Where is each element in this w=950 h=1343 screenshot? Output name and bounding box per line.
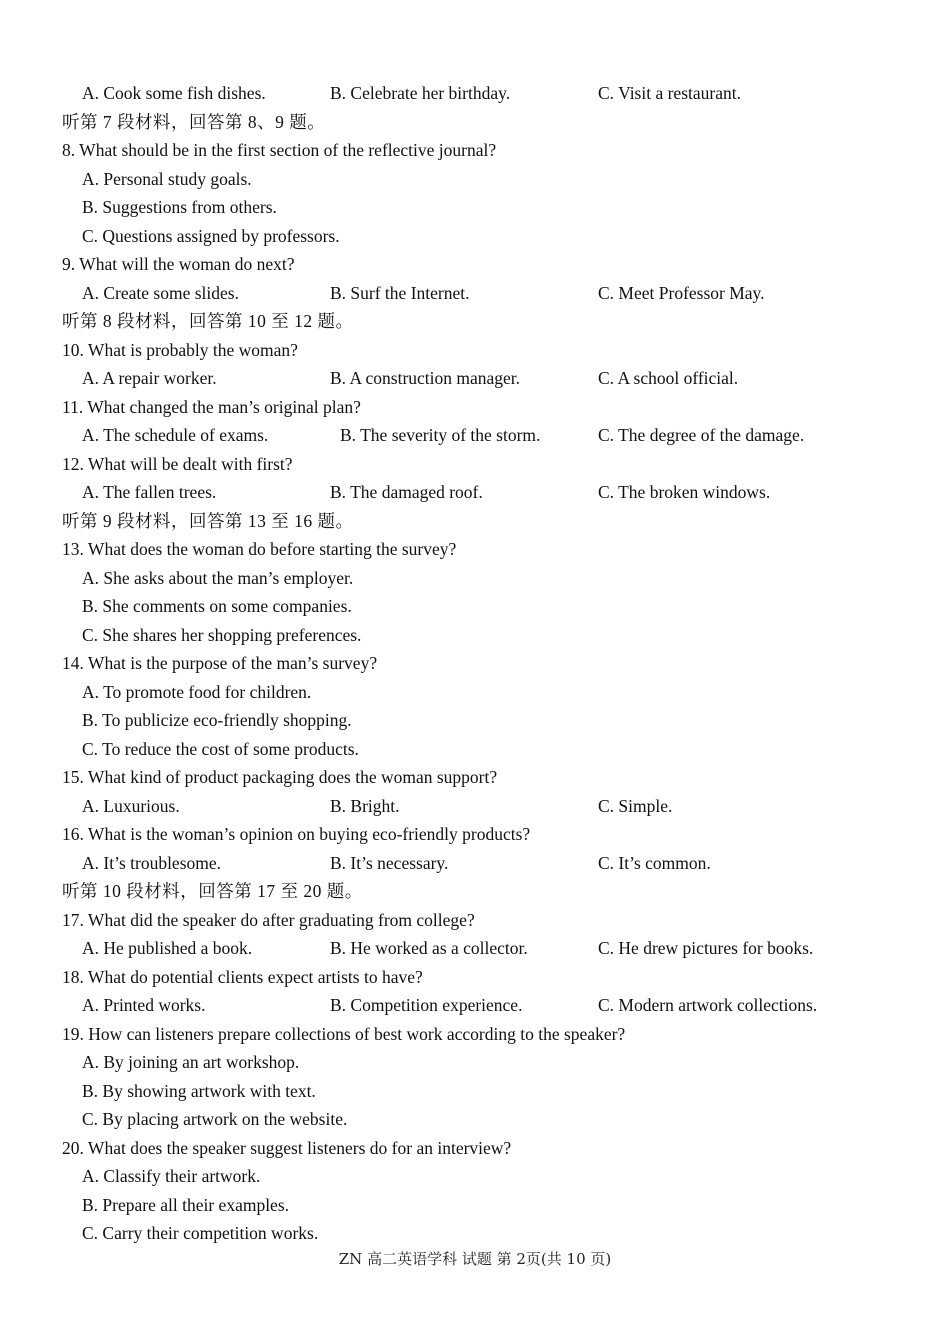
answer-option-b: B. It’s necessary. bbox=[330, 852, 449, 873]
answer-option-a: A. The schedule of exams. bbox=[82, 425, 269, 445]
section-instruction: 听第 9 段材料，回答第 13 至 16 题。 bbox=[62, 510, 354, 531]
answer-option: A. Personal study goals. bbox=[82, 168, 252, 189]
answer-option-c: C. Modern artwork collections. bbox=[598, 995, 818, 1015]
question-stem: 17. What did the speaker do after graduating from college? bbox=[62, 909, 475, 930]
question-stem: 12. What will be dealt with first? bbox=[62, 453, 293, 474]
answer-options-row bbox=[62, 79, 902, 108]
answer-option: A. Classify their artwork. bbox=[82, 1166, 261, 1186]
answer-option-c: C. It’s common. bbox=[598, 852, 711, 873]
answer-option-c: C. Simple. bbox=[598, 795, 673, 816]
question-stem: 18. What do potential clients expect artists to have? bbox=[62, 966, 423, 987]
answer-option-b: B. A construction manager. bbox=[330, 368, 521, 388]
answer-option-c: C. He drew pictures for books. bbox=[598, 938, 814, 958]
question-stem: 13. What does the woman do before starting the survey? bbox=[62, 539, 457, 559]
question-stem: 16. What is the woman’s opinion on buying eco-friendly products? bbox=[62, 824, 531, 844]
answer-option-b: B. Celebrate her birthday. bbox=[330, 83, 511, 103]
answer-option-a: A. Luxurious. bbox=[82, 795, 180, 816]
answer-options-row bbox=[62, 849, 902, 878]
answer-option-c: C. Visit a restaurant. bbox=[598, 83, 741, 103]
answer-options-row bbox=[62, 478, 902, 507]
answer-option: B. To publicize eco-friendly shopping. bbox=[82, 710, 352, 730]
question-stem: 14. What is the purpose of the man’s survey? bbox=[62, 653, 378, 673]
answer-options-row bbox=[62, 421, 902, 450]
answer-option: A. To promote food for children. bbox=[82, 681, 312, 702]
answer-option-b: B. Surf the Internet. bbox=[330, 282, 470, 303]
answer-option-a: A. The fallen trees. bbox=[82, 482, 217, 502]
section-instruction: 听第 8 段材料，回答第 10 至 12 题。 bbox=[62, 311, 354, 331]
answer-option-a: A. It’s troublesome. bbox=[82, 852, 222, 873]
answer-option-b: B. The severity of the storm. bbox=[340, 425, 541, 445]
answer-options-row bbox=[62, 792, 902, 821]
answer-option: C. Carry their competition works. bbox=[82, 1223, 319, 1243]
answer-option-b: B. Competition experience. bbox=[330, 995, 523, 1015]
answer-option-b: B. He worked as a collector. bbox=[330, 938, 528, 958]
answer-option: B. Prepare all their examples. bbox=[82, 1194, 290, 1215]
answer-option-b: B. Bright. bbox=[330, 795, 400, 816]
answer-option-a: A. Printed works. bbox=[82, 995, 206, 1015]
answer-option: B. She comments on some companies. bbox=[82, 596, 352, 616]
question-stem: 15. What kind of product packaging does the woman support? bbox=[62, 767, 498, 787]
answer-option: C. She shares her shopping preferences. bbox=[82, 624, 362, 645]
answer-option: A. By joining an art workshop. bbox=[82, 1052, 300, 1072]
answer-option-a: A. Create some slides. bbox=[82, 282, 239, 303]
section-instruction: 听第 7 段材料，回答第 8、9 题。 bbox=[62, 111, 326, 132]
answer-option: B. By showing artwork with text. bbox=[82, 1080, 316, 1101]
answer-option-c: C. The degree of the damage. bbox=[598, 425, 805, 445]
answer-option-a: A. Cook some fish dishes. bbox=[82, 83, 266, 103]
answer-options-row bbox=[62, 991, 902, 1020]
question-stem: 9. What will the woman do next? bbox=[62, 254, 295, 274]
question-stem: 19. How can listeners prepare collections of best work according to the speaker? bbox=[62, 1023, 626, 1044]
answer-option-c: C. The broken windows. bbox=[598, 482, 771, 502]
answer-option-c: C. Meet Professor May. bbox=[598, 282, 765, 303]
question-stem: 20. What does the speaker suggest listeners do for an interview? bbox=[62, 1137, 512, 1158]
answer-options-row bbox=[62, 279, 902, 308]
answer-options-row bbox=[62, 364, 902, 393]
answer-option: C. To reduce the cost of some products. bbox=[82, 738, 359, 759]
answer-option-b: B. The damaged roof. bbox=[330, 482, 483, 502]
question-stem: 10. What is probably the woman? bbox=[62, 339, 298, 360]
answer-option: C. Questions assigned by professors. bbox=[82, 225, 340, 246]
answer-options-row bbox=[62, 934, 902, 963]
answer-option-c: C. A school official. bbox=[598, 368, 739, 388]
page-footer: ZN 高二英语学科 试题 第 2页(共 10 页) bbox=[338, 1250, 612, 1268]
question-stem: 8. What should be in the first section of the reflective journal? bbox=[62, 140, 497, 160]
answer-option-a: A. A repair worker. bbox=[82, 368, 217, 388]
answer-option: B. Suggestions from others. bbox=[82, 197, 277, 217]
question-stem: 11. What changed the man’s original plan? bbox=[62, 396, 361, 417]
section-instruction: 听第 10 段材料，回答第 17 至 20 题。 bbox=[62, 881, 363, 901]
answer-option-a: A. He published a book. bbox=[82, 938, 253, 958]
question-list bbox=[62, 79, 902, 1248]
answer-option: C. By placing artwork on the website. bbox=[82, 1109, 348, 1129]
answer-option: A. She asks about the man’s employer. bbox=[82, 567, 354, 588]
